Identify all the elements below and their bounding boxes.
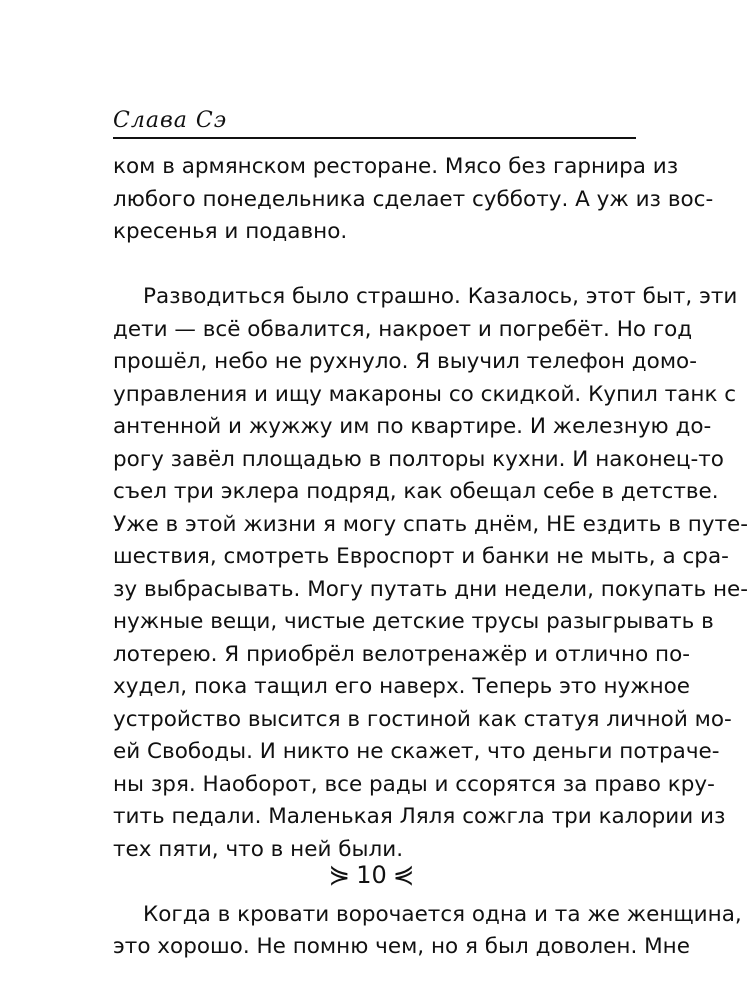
body-text (113, 151, 748, 964)
text-line: шествия, смотреть Евроспорт и банки не мыть, а сра- (113, 544, 729, 569)
paragraph-gap (113, 249, 636, 282)
text-line: лотерею. Я приобрёл велотренажёр и отлично по- (113, 641, 691, 667)
text-line: Разводиться было страшно. Казалось, этот быт, эти (143, 284, 738, 309)
text-line: прошёл, небо не рухнуло. Я выучил телефон домо- (113, 349, 697, 374)
text-line: антенной и жужжу им по квартире. И железную до- (113, 414, 712, 439)
text-line: Когда в кровати ворочается одна и та же женщина, (143, 901, 742, 927)
text-line: любого понедельника сделает субботу. А уж из вос- (113, 186, 714, 212)
text-line: ны зря. Наоборот, все рады и ссорятся за право кру- (113, 771, 715, 797)
text-line: управления и ищу макароны со скидкой. Купил танк с (113, 381, 737, 407)
folio-left-ornament: ⋟ (328, 860, 351, 890)
text-line: устройство высится в гостиной как статуя личной мо- (113, 706, 732, 732)
folio-number: 10 (356, 861, 387, 889)
page-number (0, 858, 743, 891)
running-head: Слава Сэ (113, 108, 228, 133)
text-line: это хорошо. Не помню чем, но я был доволен. Мне (113, 934, 690, 959)
text-line: рогу завёл площадью в полторы кухни. И наконец-то (113, 446, 724, 472)
text-line: худел, пока тащил его наверх. Теперь это нужное (113, 674, 691, 699)
text-line: тить педали. Маленькая Ляля сожгла три калории из (113, 804, 726, 829)
text-line: кресенья и подавно. (113, 219, 348, 244)
text-line: нужные вещи, чистые детские трусы разыгрывать в (113, 609, 714, 634)
folio-right-ornament: ⋞ (392, 860, 415, 890)
text-line: ей Свободы. И никто не скажет, что деньги потраче- (113, 739, 720, 764)
text-line: ком в армянском ресторане. Мясо без гарнира из (113, 154, 679, 179)
text-line: съел три эклера подряд, как обещал себе в детстве. (113, 479, 719, 504)
text-line: зу выбрасывать. Могу путать дни недели, покупать не- (113, 576, 748, 602)
text-line: тех пяти, что в ней были. (113, 836, 404, 862)
text-line: дети — всё обвалится, накроет и погребёт. Но год (113, 316, 693, 342)
text-line: Уже в этой жизни я могу спать днём, НЕ ездить в путе- (113, 511, 748, 537)
header-rule (113, 137, 636, 139)
